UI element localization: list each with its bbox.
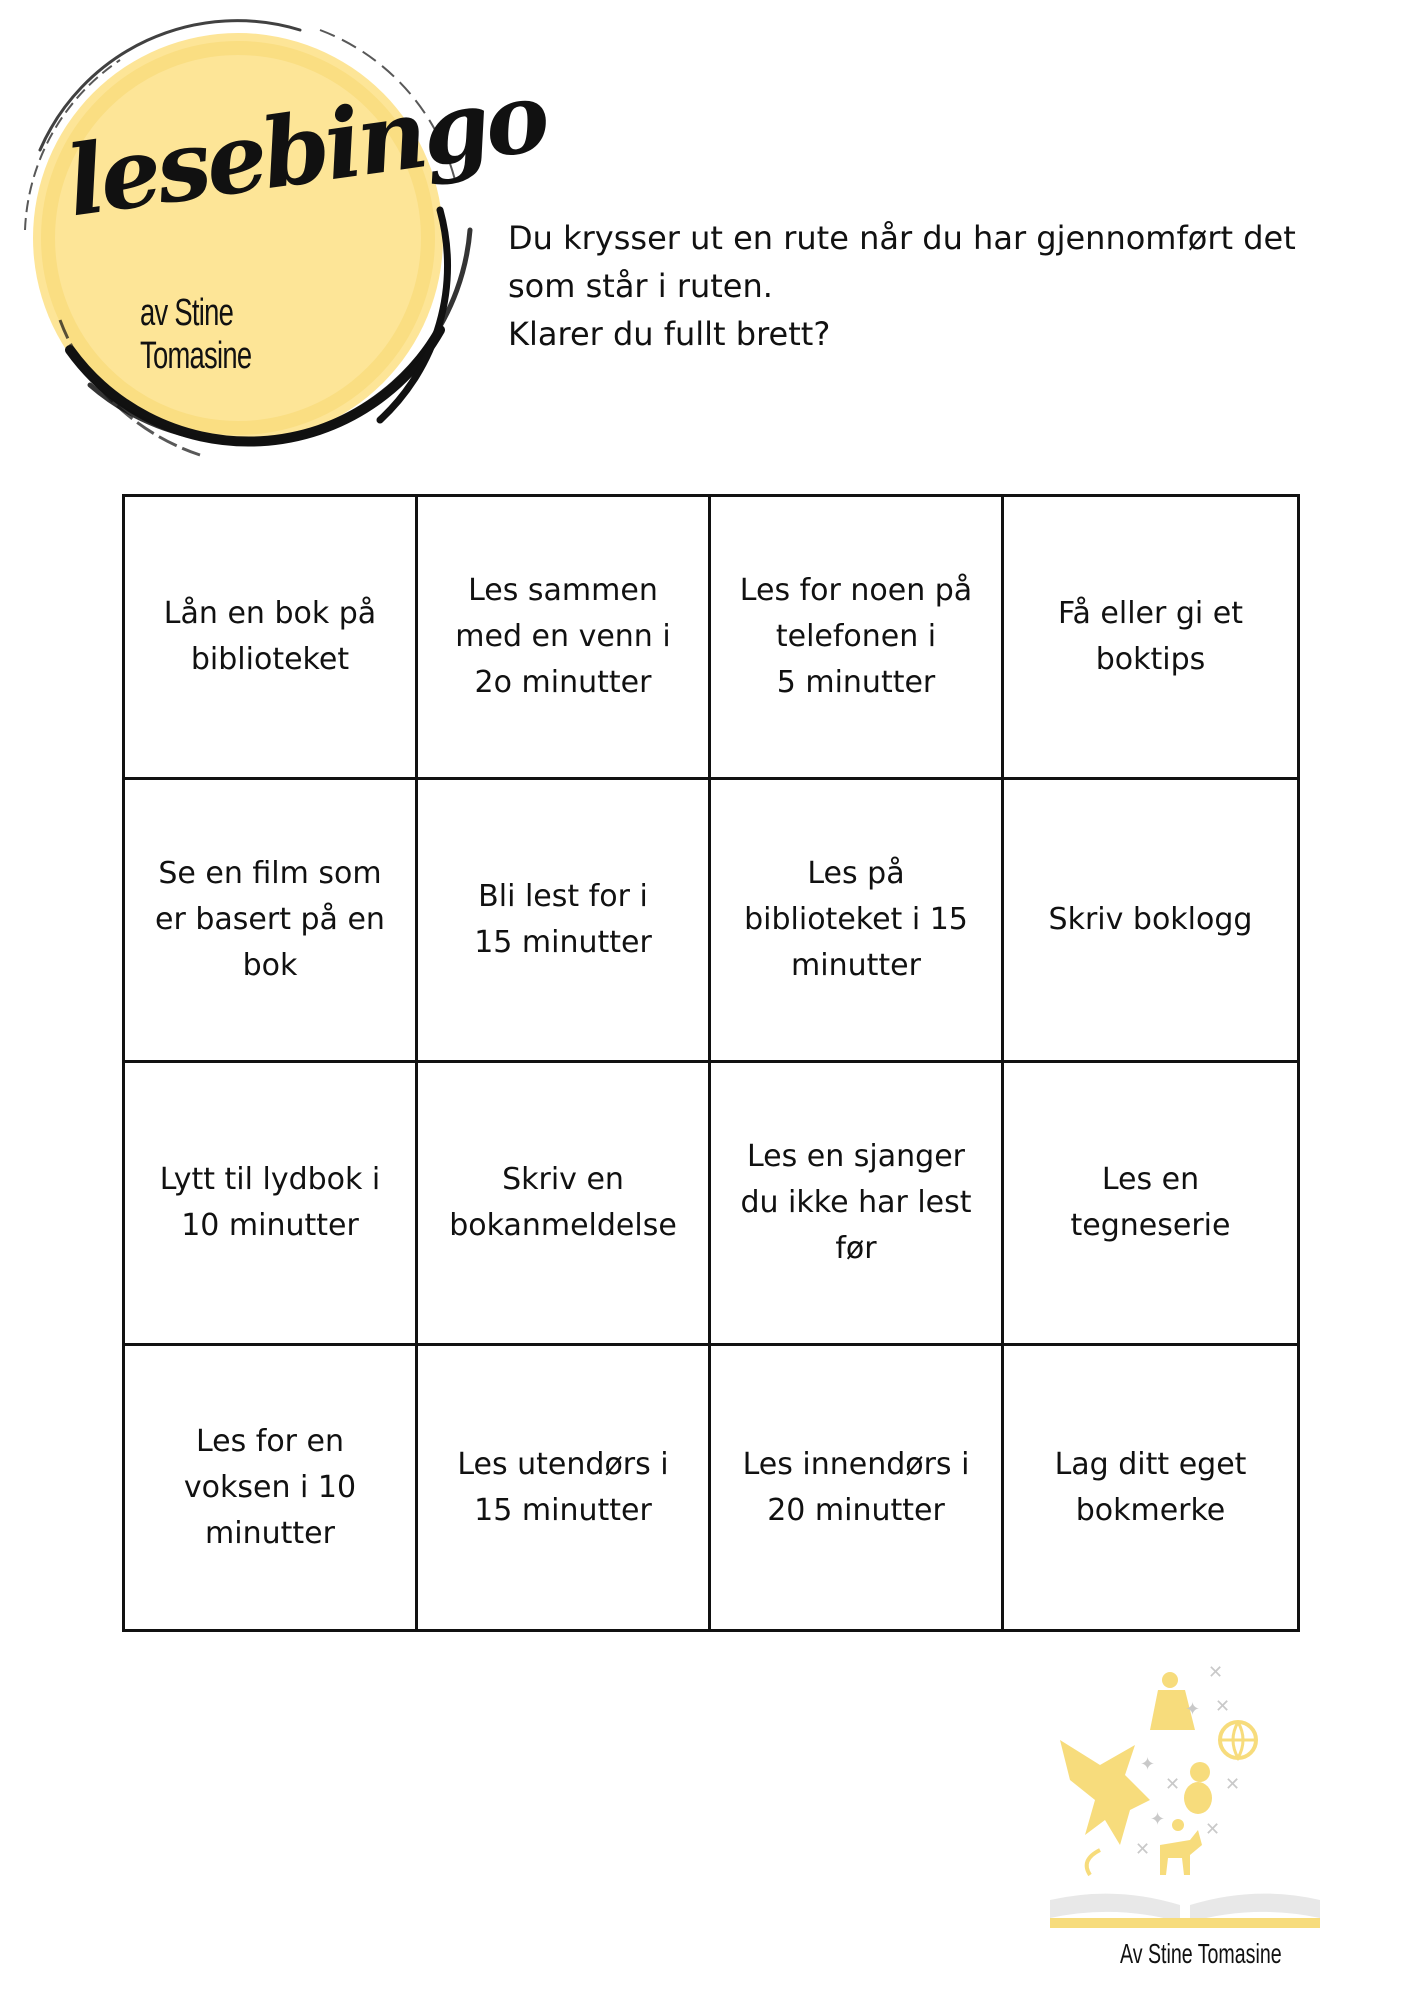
- svg-text:✦: ✦: [1150, 1809, 1166, 1830]
- svg-text:✕: ✕: [1165, 1774, 1181, 1795]
- bingo-cell[interactable]: Lag ditt eget bokmerke: [1054, 1446, 1247, 1528]
- bingo-cell[interactable]: Skriv en bokanmeldelse: [418, 1063, 711, 1346]
- bingo-cell[interactable]: Les for en voksen i 10 minutter: [125, 1346, 418, 1629]
- bingo-cell[interactable]: Skriv boklogg: [1004, 780, 1297, 1063]
- book-illustration: [1040, 1660, 1330, 1960]
- svg-text:✦: ✦: [1140, 1754, 1156, 1775]
- svg-text:✕: ✕: [1225, 1774, 1241, 1795]
- bingo-cell[interactable]: Les en sjanger du ikke har lest før: [711, 1063, 1004, 1346]
- bingo-cell[interactable]: Les for noen på telefonen i 5 minutter: [711, 497, 1004, 780]
- svg-text:✕: ✕: [1135, 1839, 1151, 1860]
- logo: [0, 0, 553, 490]
- bingo-cell[interactable]: Les sammen med en venn i 2o minutter: [418, 497, 711, 780]
- instruction-line: Klarer du fullt brett?: [508, 315, 831, 353]
- globe-icon: [1220, 1722, 1256, 1758]
- instructions: [508, 214, 1328, 358]
- star-icon: [1135, 1662, 1240, 1860]
- instruction-line: Du krysser ut en rute når du har gjennomført det: [508, 219, 1296, 257]
- bingo-board: [122, 494, 1300, 1632]
- svg-text:✦: ✦: [1185, 1699, 1201, 1720]
- logo-title: lesebingo: [60, 59, 553, 239]
- bingo-cell[interactable]: Lytt til lydbok i 10 minutter: [125, 1063, 418, 1346]
- svg-text:✕: ✕: [1205, 1819, 1221, 1840]
- horse-rider-icon: [1160, 1819, 1202, 1875]
- bingo-cell[interactable]: Les utendørs i 15 minutter: [418, 1346, 711, 1629]
- bingo-cell[interactable]: Lån en bok på biblioteket: [125, 497, 418, 780]
- instruction-line: som står i ruten.: [508, 267, 773, 305]
- open-book-icon: [1050, 1894, 1320, 1928]
- svg-text:✕: ✕: [1208, 1662, 1224, 1683]
- illustration-credit: Av Stine Tomasine: [1120, 1938, 1282, 1969]
- dog-icon: [1184, 1762, 1212, 1814]
- bingo-cell[interactable]: Få eller gi et boktips: [1004, 497, 1297, 780]
- bingo-cell[interactable]: Bli lest for i 15 minutter: [418, 780, 711, 1063]
- illustration-svg: [1040, 1660, 1330, 1960]
- bingo-cell[interactable]: Se en film som er basert på en bok: [125, 780, 418, 1063]
- bingo-cell[interactable]: Les en tegneserie: [1004, 1063, 1297, 1346]
- svg-text:✕: ✕: [1215, 1696, 1231, 1717]
- bingo-cell[interactable]: Les innendørs i 20 minutter: [711, 1346, 1004, 1629]
- logo-brush-circle: [0, 0, 553, 490]
- logo-subtitle: av Stine Tomasine: [140, 292, 252, 377]
- bingo-cell[interactable]: Les på biblioteket i 15 minutter: [711, 780, 1004, 1063]
